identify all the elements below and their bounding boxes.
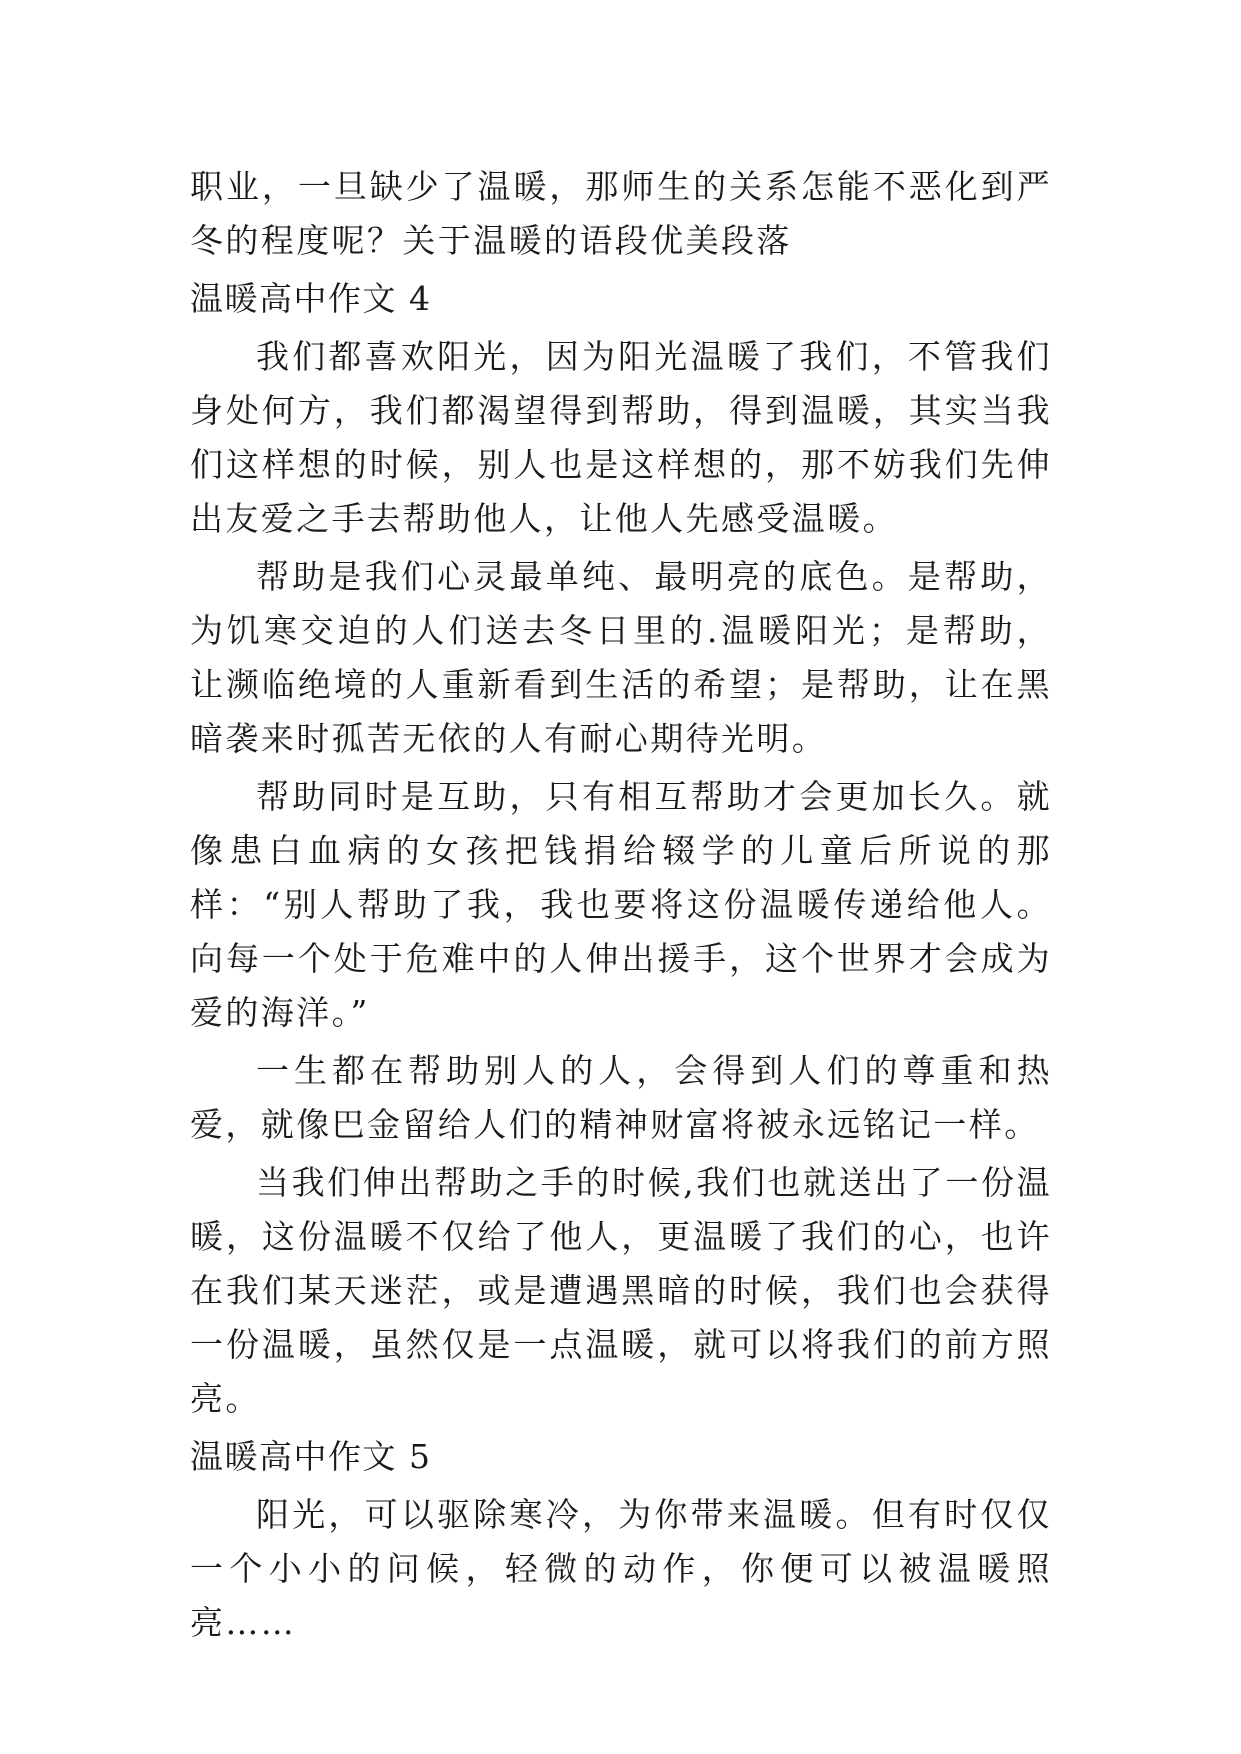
document-body bbox=[190, 160, 1052, 1654]
paragraph-3: 帮助同时是互助，只有相互帮助才会更加长久。就像患白血病的女孩把钱捐给辍学的儿童后所说的那样：“别人帮助了我，我也要将这份温暖传递给他人。向每一个处于危难中的人伸出援手，这个世界才会成为爱的海洋。” bbox=[190, 777, 1052, 1032]
essay-heading-4: 温暖高中作文 4 bbox=[190, 279, 432, 318]
paragraph-1: 我们都喜欢阳光，因为阳光温暖了我们，不管我们身处何方，我们都渴望得到帮助，得到温暖，其实当我们这样想的时候，别人也是这样想的，那不妨我们先伸出友爱之手去帮助他人，让他人先感受温暖。 bbox=[190, 337, 1052, 538]
essay-heading-5: 温暖高中作文 5 bbox=[190, 1437, 432, 1476]
paragraph-2: 帮助是我们心灵最单纯、最明亮的底色。是帮助，为饥寒交迫的人们送去冬日里的.温暖阳光；是帮助，让濒临绝境的人重新看到生活的希望；是帮助，让在黑暗袭来时孤苦无依的人有耐心期待光明。 bbox=[190, 557, 1052, 758]
paragraph-4: 一生都在帮助别人的人，会得到人们的尊重和热爱，就像巴金留给人们的精神财富将被永远铭记一样。 bbox=[190, 1051, 1052, 1144]
paragraph-continued: 职业，一旦缺少了温暖，那师生的关系怎能不恶化到严冬的程度呢？关于温暖的语段优美段落 bbox=[190, 167, 1052, 260]
paragraph-5: 当我们伸出帮助之手的时候,我们也就送出了一份温暖，这份温暖不仅给了他人，更温暖了我们的心，也许在我们某天迷茫，或是遭遇黑暗的时候，我们也会获得一份温暖，虽然仅是一点温暖，就可以将我们的前方照亮。 bbox=[190, 1163, 1052, 1418]
paragraph-6: 阳光，可以驱除寒冷，为你带来温暖。但有时仅仅一个小小的问候，轻微的动作，你便可以被温暖照亮…… bbox=[190, 1495, 1052, 1642]
